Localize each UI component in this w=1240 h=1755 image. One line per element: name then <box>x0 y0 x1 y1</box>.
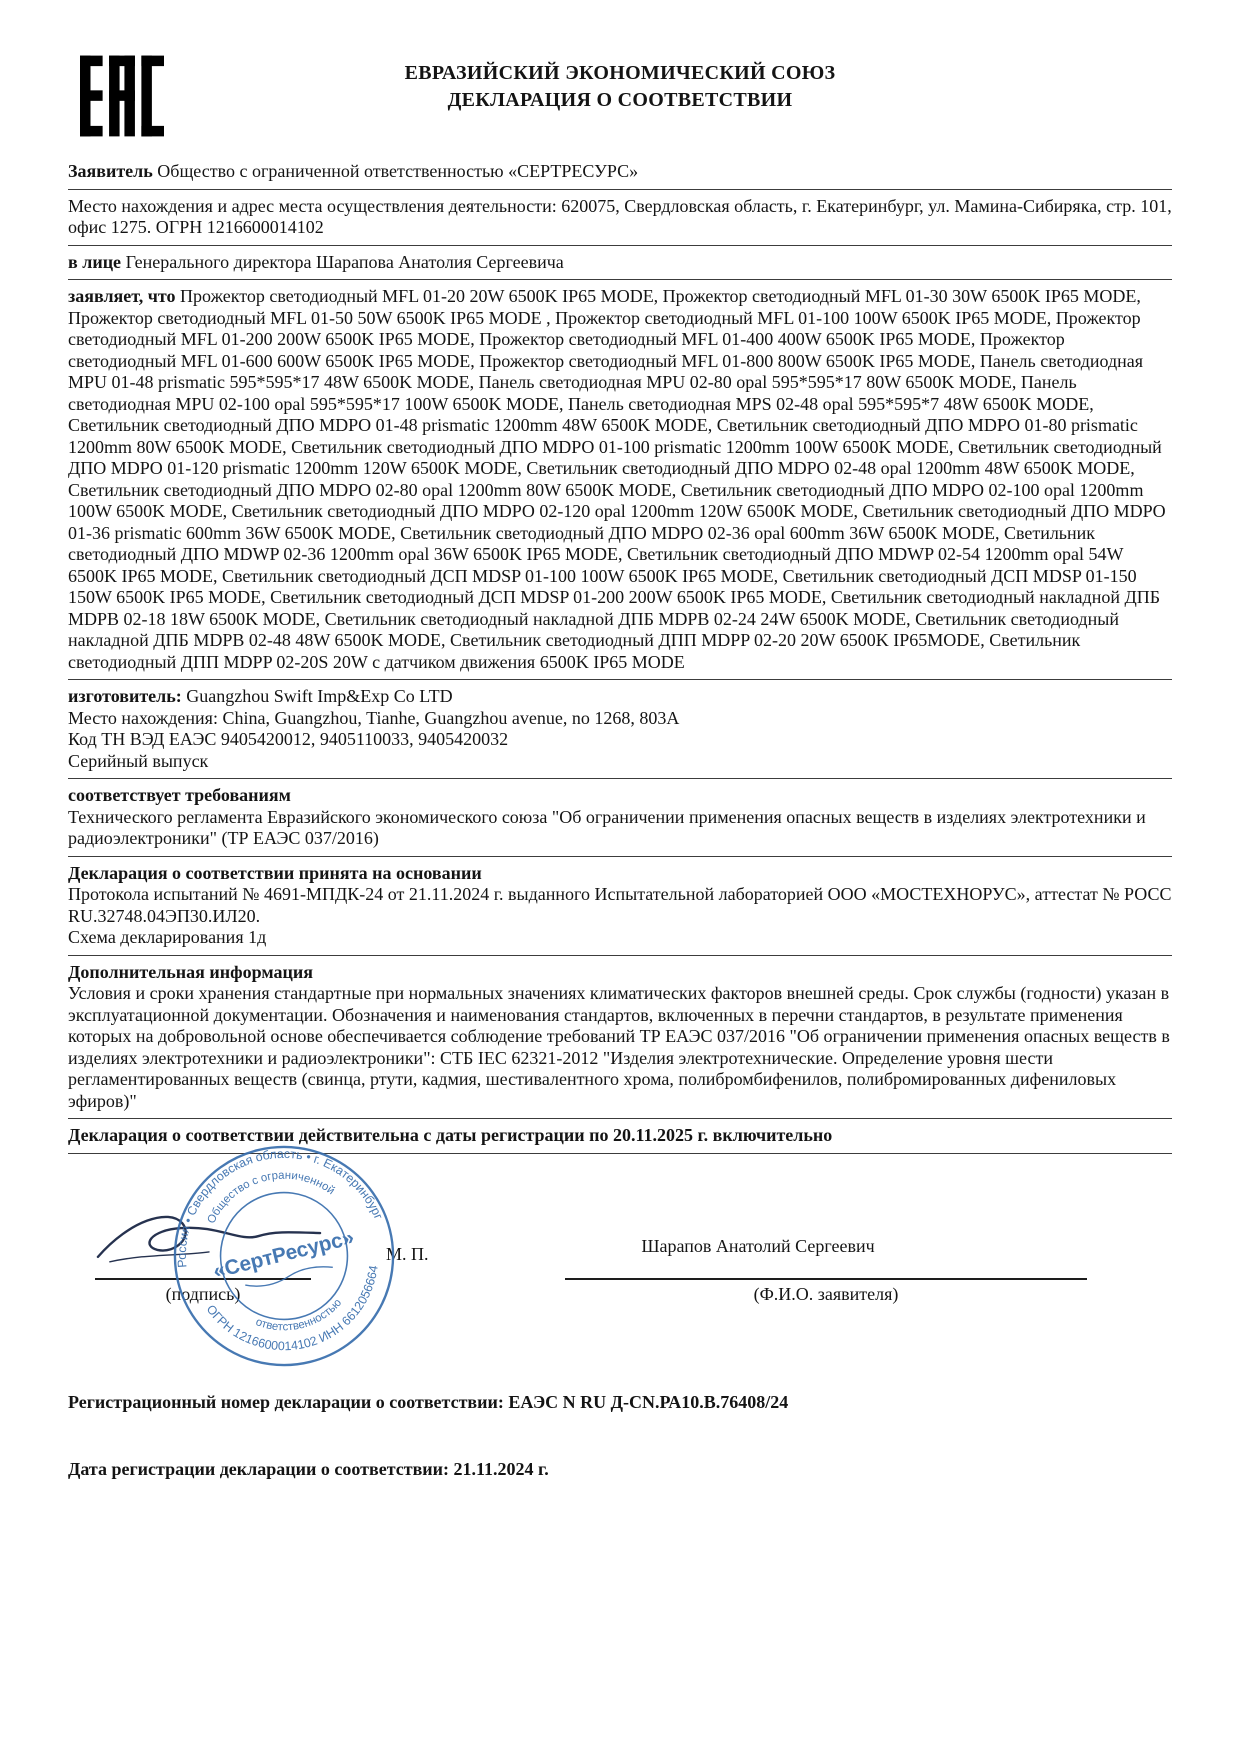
section-divider <box>68 245 1172 246</box>
registration-number-value: ЕАЭС N RU Д-CN.РА10.В.76408/24 <box>508 1391 789 1412</box>
registration-number-row <box>68 1392 1172 1414</box>
document-title <box>68 46 1172 114</box>
registration-number-label: Регистрационный номер декларации о соответствии: <box>68 1391 504 1412</box>
additional-info-section <box>68 959 1172 1116</box>
validity-text: Декларация о соответствии действительна с даты регистрации по 20.11.2025 г. включительно <box>68 1125 833 1145</box>
section-divider <box>68 856 1172 857</box>
conforms-text: Технического регламента Евразийского экономического союза "Об ограничении применения опасных веществ в изделиях электротехники и радиоэлектроники" (ТР ЕАЭС 037/2016) <box>68 806 1146 848</box>
in-person-row <box>68 252 1172 274</box>
applicant-label: Заявитель <box>68 161 153 181</box>
in-person-label: в лице <box>68 251 122 272</box>
validity-row <box>68 1125 1172 1147</box>
validity-section <box>68 1122 1172 1150</box>
section-divider <box>68 279 1172 280</box>
in-person-value: Генерального директора Шарапова Анатолия Сергеевича <box>125 251 564 272</box>
declaration-scheme: Схема декларирования 1д <box>68 927 267 947</box>
section-divider <box>68 778 1172 779</box>
declared-products-section <box>68 283 1172 676</box>
stamp-outer-bottom-text: ОГРН 1216600014102 ИНН 6612056664 <box>203 1264 381 1353</box>
additional-info-text: Условия и сроки хранения стандартные при нормальных значениях климатических факторов внешней среды. Срок службы (годности) указан в эксплуатационной документации. Обозначения и наименования стандартов, включенных в перечни стандартов, в результате применения которых на добровольной основе обеспечивается соблюдение требований ТР ЕАЭС 037/2016 "Об ограничении применения опасных веществ в изделиях электротехники и радиоэлектроники": СТБ IEC 62321-2012 "Изделия электротехнические. Определение уровня шести регламентированных веществ (свинца, ртути, кадмия, шестивалентного хрома, полибромбифенилов, полибромированных дифениловых эфиров)" <box>68 983 1170 1111</box>
basis-text: Протокола испытаний № 4691-МПДК-24 от 21.11.2024 г. выданного Испытательной лабораторией ООО «МОСТЕХНОРУС», аттестат № РОСС RU.32748.04ЭП30.ИЛ20. <box>68 884 1172 926</box>
stamp-place-label: М. П. <box>386 1243 429 1264</box>
name-caption: (Ф.И.О. заявителя) <box>753 1283 899 1304</box>
section-divider <box>68 1118 1172 1119</box>
manufacturer-section <box>68 683 1172 775</box>
signature-block <box>68 1146 1172 1358</box>
title-line-declaration: ДЕКЛАРАЦИЯ О СООТВЕТСТВИИ <box>447 89 793 111</box>
applicant-full-name: Шарапов Анатолий Сергеевич <box>641 1235 875 1256</box>
name-line <box>565 1278 1087 1280</box>
registration-date-row <box>68 1459 1172 1481</box>
manufacturer-address: Место нахождения: China, Guangzhou, Tianhe, Guangzhou avenue, no 1268, 803A <box>68 707 680 728</box>
basis-label: Декларация о соответствии принята на основании <box>68 862 482 883</box>
conformity-requirements-section <box>68 782 1172 853</box>
conforms-label: соответствует требованиям <box>68 785 291 805</box>
title-line-union: ЕВРАЗИЙСКИЙ ЭКОНОМИЧЕСКИЙ СОЮЗ <box>404 62 836 84</box>
manufacturer-label: изготовитель: <box>68 686 182 706</box>
section-divider <box>68 189 1172 190</box>
section-divider <box>68 955 1172 956</box>
applicant-value: Общество с ограниченной ответственностью «СЕРТРЕСУРС» <box>157 161 639 181</box>
registration-date-value: 21.11.2024 г. <box>453 1459 549 1479</box>
registration-date-label: Дата регистрации декларации о соответствии: <box>68 1459 450 1479</box>
manufacturer-row <box>68 686 1172 708</box>
stamp-inner-bottom-text: ответственностью <box>253 1296 345 1333</box>
stamp-inner-top-text: Общество с ограниченной <box>205 1169 337 1226</box>
additional-info-label: Дополнительная информация <box>68 961 313 982</box>
eac-logo-icon <box>80 48 164 144</box>
serial-release: Серийный выпуск <box>68 750 209 771</box>
conforms-row <box>68 785 1172 807</box>
stamp-outer-top-text: Россия • Свердловская область • г. Екатеринбург <box>174 1146 386 1268</box>
section-divider <box>68 679 1172 680</box>
address-section <box>68 193 1172 242</box>
basis-section <box>68 860 1172 952</box>
declared-products-row <box>68 286 1172 673</box>
declares-label: заявляет, что <box>68 286 176 306</box>
document-header <box>68 46 1172 150</box>
additional-info-row <box>68 962 1172 984</box>
company-stamp <box>146 1117 422 1393</box>
stamp-center-text: «СертРесурс» <box>210 1225 357 1283</box>
signature-caption: (подпись) <box>165 1283 241 1304</box>
address-text: Место нахождения и адрес места осуществления деятельности: 620075, Свердловская область, г. Екатеринбург, ул. Мамина-Сибиряка, стр. 101, офис 1275. ОГРН 1216600014102 <box>68 195 1172 237</box>
tnved-code: Код ТН ВЭД ЕАЭС 9405420012, 9405110033, 9405420032 <box>68 729 509 749</box>
applicant-section <box>68 158 1172 186</box>
basis-row <box>68 863 1172 885</box>
applicant-row <box>68 161 1172 183</box>
manufacturer-value: Guangzhou Swift Imp&Exp Co LTD <box>186 686 453 706</box>
declared-products-list: Прожектор светодиодный MFL 01-20 20W 6500K IP65 MODE, Прожектор светодиодный MFL 01-30 30W 6500K IP65 MODE, Прожектор светодиодный MFL 01-50 50W 6500K IP65 MODE , Прожектор светодиодный MFL 01-100 100W 6500K IP65 MODE, Прожектор светодиодный MFL 01-200 200W 6500K IP65 MODE, Прожектор светодиодный MFL 01-400 400W 6500K IP65 MODE, Прожектор светодиодный MFL 01-600 600W 6500K IP65 MODE, Прожектор светодиодный MFL 01-800 800W 6500K IP65 MODE, Панель светодиодная MPU 01-48 prismatic 595*595*17 48W 6500K MODE, Панель светодиодная MPU 02-80 opal 595*595*17 80W 6500K MODE, Панель светодиодная MPU 02-100 opal 595*595*17 100W 6500K MODE, Панель светодиодная MPS 02-48 opal 595*595*7 48W 6500K MODE, Светильник светодиодный ДПО MDPO 01-48 prismatic 1200mm 48W 6500K MODE, Светильник светодиодный ДПО MDPO 01-80 prismatic 1200mm 80W 6500K MODE, Светильник светодиодный ДПО MDPO 01-100 prismatic 1200mm 100W 6500K MODE, Светильник светодиодный ДПО MDPO 01-120 prismatic 1200mm 120W 6500K MODE, Светильник светодиодный ДПО MDPO 02-48 opal 1200mm 48W 6500K MODE, Светильник светодиодный ДПО MDPO 02-80 opal 1200mm 80W 6500K MODE, Светильник светодиодный ДПО MDPO 02-100 opal 1200mm 100W 6500K MODE, Светильник светодиодный ДПО MDPO 02-120 opal 1200mm 120W 6500K MODE, Светильник светодиодный ДПО MDPO 01-36 prismatic 600mm 36W 6500K MODE, Светильник светодиодный ДПО MDPO 02-36 opal 600mm 36W 6500K MODE, Светильник светодиодный ДПО MDWP 02-36 1200mm opal 36W 6500K IP65 MODE, Светильник светодиодный ДПО MDWP 02-54 1200mm opal 54W 6500K IP65 MODE, Светильник светодиодный ДСП MDSP 01-100 100W 6500K IP65 MODE, Светильник светодиодный ДСП MDSP 01-150 150W 6500K IP65 MODE, Светильник светодиодный ДСП MDSP 01-200 200W 6500K IP65 MODE, Светильник светодиодный накладной ДПБ MDPB 02-18 18W 6500K MODE, Светильник светодиодный накладной ДПБ MDPB 02-24 24W 6500K MODE, Светильник светодиодный накладной ДПБ MDPB 02-48 48W 6500K MODE, Светильник светодиодный ДПП MDPP 02-20 20W 6500K IP65MODE, Светильник светодиодный ДПП MDPP 02-20S 20W с датчиком движения 6500K IP65 MODE <box>68 286 1166 672</box>
in-person-section <box>68 249 1172 277</box>
